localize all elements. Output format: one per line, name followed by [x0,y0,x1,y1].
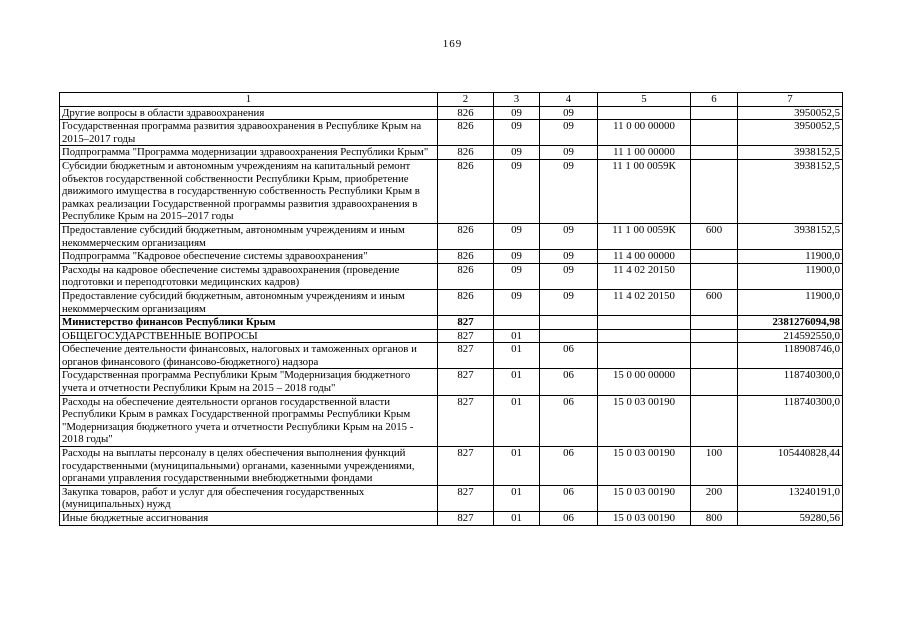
budget-table [59,92,843,526]
subsection-code-cell [540,316,598,330]
ministry-code-cell: 827 [438,343,494,369]
column-header: 4 [540,93,598,107]
item-name-cell: Подпрограмма "Программа модернизации здравоохранения Республики Крым" [60,146,438,160]
column-header: 1 [60,93,438,107]
section-code-cell: 09 [494,263,540,289]
table-row [60,223,843,249]
subsection-code-cell: 06 [540,369,598,395]
table-row [60,395,843,446]
subsection-code-cell [540,329,598,343]
section-code-cell: 09 [494,289,540,315]
table-row [60,263,843,289]
target-article-cell: 15 0 00 00000 [598,369,691,395]
section-code-cell: 01 [494,329,540,343]
ministry-code-cell: 827 [438,447,494,486]
target-article-cell [598,316,691,330]
target-article-cell: 11 4 02 20150 [598,263,691,289]
table-row [60,159,843,223]
target-article-cell: 11 4 00 00000 [598,250,691,264]
section-code-cell: 09 [494,223,540,249]
ministry-code-cell: 827 [438,395,494,446]
column-header: 3 [494,93,540,107]
amount-cell: 3938152,5 [738,159,843,223]
amount-cell: 11900,0 [738,263,843,289]
column-header: 7 [738,93,843,107]
amount-cell: 214592550,0 [738,329,843,343]
ministry-code-cell: 826 [438,223,494,249]
table-row [60,447,843,486]
table-row [60,316,843,330]
table-row [60,146,843,160]
subsection-code-cell: 09 [540,146,598,160]
item-name-cell: Расходы на кадровое обеспечение системы здравоохранения (проведение подготовки и переподготовки медицинских кадров) [60,263,438,289]
table-row [60,343,843,369]
subsection-code-cell: 09 [540,106,598,120]
expense-type-cell: 200 [691,485,738,511]
expense-type-cell: 600 [691,289,738,315]
section-code-cell: 01 [494,447,540,486]
table-row [60,369,843,395]
subsection-code-cell: 06 [540,512,598,526]
amount-cell: 13240191,0 [738,485,843,511]
section-code-cell: 01 [494,343,540,369]
item-name-cell: Закупка товаров, работ и услуг для обеспечения государственных (муниципальных) нужд [60,485,438,511]
subsection-code-cell: 06 [540,395,598,446]
amount-cell: 3950052,5 [738,106,843,120]
expense-type-cell [691,316,738,330]
table-row [60,329,843,343]
subsection-code-cell: 09 [540,223,598,249]
expense-type-cell [691,369,738,395]
item-name-cell: Иные бюджетные ассигнования [60,512,438,526]
subsection-code-cell: 09 [540,263,598,289]
section-code-cell: 01 [494,395,540,446]
ministry-code-cell: 826 [438,146,494,160]
section-code-cell: 09 [494,250,540,264]
ministry-code-cell: 826 [438,120,494,146]
ministry-code-cell: 826 [438,159,494,223]
expense-type-cell [691,395,738,446]
table-header-row [60,93,843,107]
subsection-code-cell: 09 [540,289,598,315]
amount-cell: 3938152,5 [738,146,843,160]
table-row [60,512,843,526]
amount-cell: 3950052,5 [738,120,843,146]
ministry-code-cell: 826 [438,250,494,264]
target-article-cell: 11 4 02 20150 [598,289,691,315]
target-article-cell: 11 1 00 00000 [598,146,691,160]
ministry-code-cell: 826 [438,106,494,120]
table-row [60,289,843,315]
section-code-cell: 09 [494,146,540,160]
item-name-cell: Государственная программа Республики Крым "Модернизация бюджетного учета и отчетности Республики Крым на 2015 – 2018 годы" [60,369,438,395]
target-article-cell: 15 0 03 00190 [598,395,691,446]
amount-cell: 11900,0 [738,289,843,315]
target-article-cell [598,329,691,343]
target-article-cell: 11 0 00 00000 [598,120,691,146]
target-article-cell [598,343,691,369]
subsection-code-cell: 09 [540,159,598,223]
item-name-cell: Обеспечение деятельности финансовых, налоговых и таможенных органов и органов финансового (финансово-бюджетного) надзора [60,343,438,369]
item-name-cell: Предоставление субсидий бюджетным, автономным учреждениям и иным некоммерческим организациям [60,223,438,249]
item-name-cell: Другие вопросы в области здравоохранения [60,106,438,120]
target-article-cell [598,106,691,120]
expense-type-cell [691,329,738,343]
subsection-code-cell: 06 [540,343,598,369]
ministry-code-cell: 826 [438,263,494,289]
amount-cell: 2381276094,98 [738,316,843,330]
section-code-cell [494,316,540,330]
target-article-cell: 15 0 03 00190 [598,512,691,526]
item-name-cell: Предоставление субсидий бюджетным, автономным учреждениям и иным некоммерческим организациям [60,289,438,315]
column-header: 2 [438,93,494,107]
amount-cell: 11900,0 [738,250,843,264]
ministry-code-cell: 827 [438,316,494,330]
column-header: 5 [598,93,691,107]
expense-type-cell: 600 [691,223,738,249]
amount-cell: 105440828,44 [738,447,843,486]
section-code-cell: 01 [494,485,540,511]
item-name-cell: Министерство финансов Республики Крым [60,316,438,330]
expense-type-cell [691,343,738,369]
section-code-cell: 09 [494,106,540,120]
expense-type-cell [691,120,738,146]
amount-cell: 118908746,0 [738,343,843,369]
section-code-cell: 09 [494,120,540,146]
item-name-cell: Расходы на выплаты персоналу в целях обеспечения выполнения функций государственными (муниципальными) органами, казенными учреждениями, органами управления государственными внебюджетными фондами [60,447,438,486]
target-article-cell: 15 0 03 00190 [598,447,691,486]
ministry-code-cell: 827 [438,485,494,511]
ministry-code-cell: 827 [438,512,494,526]
expense-type-cell [691,159,738,223]
column-header: 6 [691,93,738,107]
expense-type-cell [691,250,738,264]
expense-type-cell [691,106,738,120]
subsection-code-cell: 09 [540,120,598,146]
expense-type-cell [691,263,738,289]
amount-cell: 118740300,0 [738,395,843,446]
amount-cell: 59280,56 [738,512,843,526]
section-code-cell: 09 [494,159,540,223]
page-number: 169 [442,38,463,50]
expense-type-cell: 800 [691,512,738,526]
amount-cell: 3938152,5 [738,223,843,249]
section-code-cell: 01 [494,369,540,395]
target-article-cell: 15 0 03 00190 [598,485,691,511]
table-row [60,250,843,264]
target-article-cell: 11 1 00 0059К [598,223,691,249]
target-article-cell: 11 1 00 0059К [598,159,691,223]
table-row [60,485,843,511]
table-row [60,120,843,146]
expense-type-cell [691,146,738,160]
amount-cell: 118740300,0 [738,369,843,395]
table-row [60,106,843,120]
ministry-code-cell: 827 [438,329,494,343]
ministry-code-cell: 826 [438,289,494,315]
section-code-cell: 01 [494,512,540,526]
subsection-code-cell: 09 [540,250,598,264]
subsection-code-cell: 06 [540,485,598,511]
subsection-code-cell: 06 [540,447,598,486]
item-name-cell: Расходы на обеспечение деятельности органов государственной власти Республики Крым в рамках Государственной программы Республики Крым "Модернизация бюджетного учета и отчетности Республики Крым на 2015 - 2018 годы" [60,395,438,446]
expense-type-cell: 100 [691,447,738,486]
item-name-cell: Подпрограмма "Кадровое обеспечение системы здравоохранения" [60,250,438,264]
item-name-cell: Субсидии бюджетным и автономным учреждениям на капитальный ремонт объектов государственной собственности Республики Крым, приобретение движимого имущества в государственную собственность Республики Крым в рамках реализации Государственной программы развития здравоохранения в Республике Крым на 2015–2017 годы [60,159,438,223]
item-name-cell: Государственная программа развития здравоохранения в Республике Крым на 2015–2017 годы [60,120,438,146]
ministry-code-cell: 827 [438,369,494,395]
item-name-cell: ОБЩЕГОСУДАРСТВЕННЫЕ ВОПРОСЫ [60,329,438,343]
